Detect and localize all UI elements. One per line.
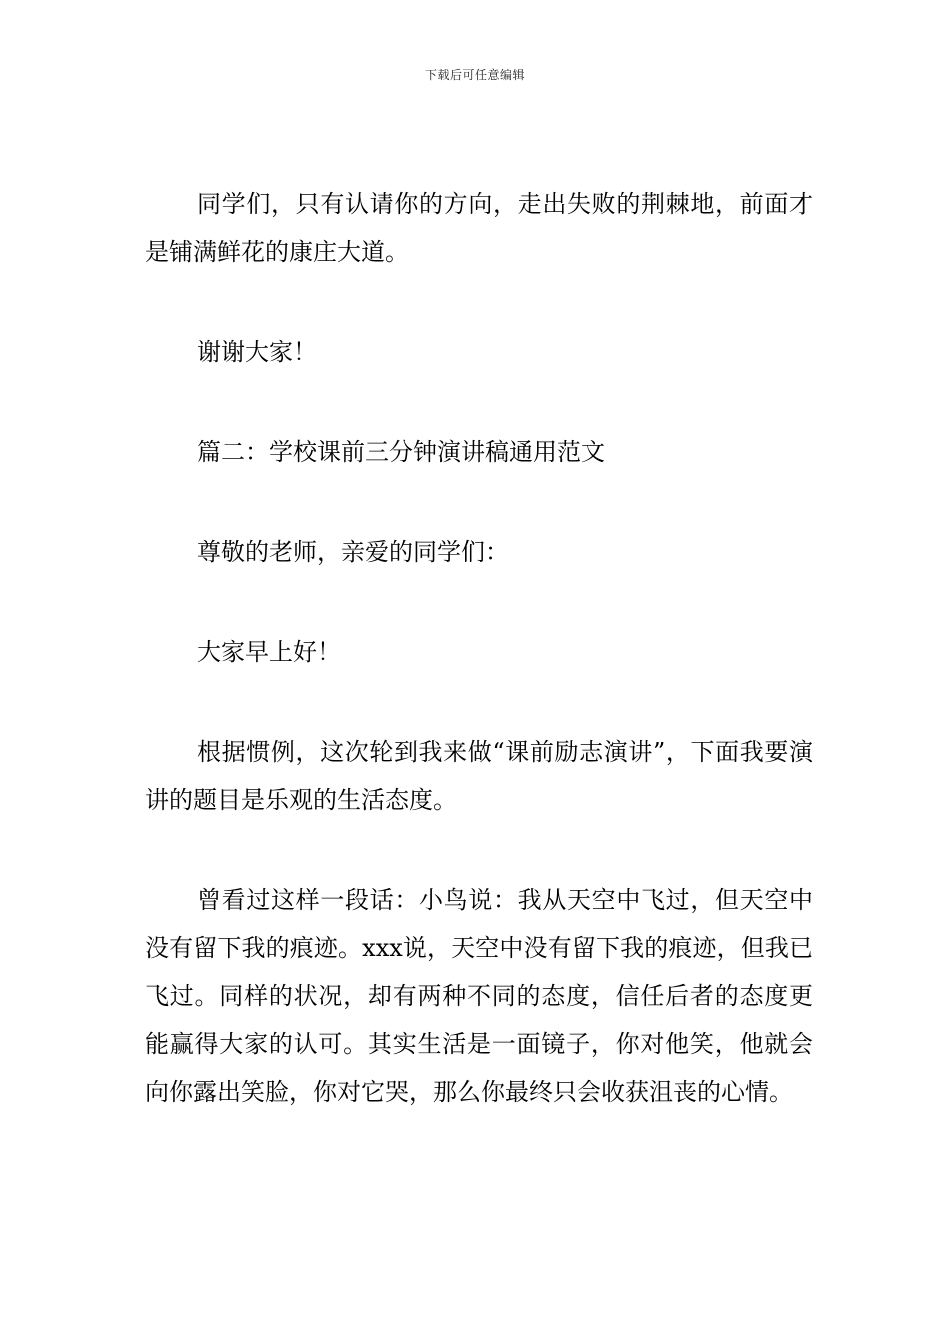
paragraph-greeting: 大家早上好！ — [197, 638, 341, 666]
section-heading: 篇二：学校课前三分钟演讲稿通用范文 — [197, 438, 605, 466]
paragraph-salutation: 尊敬的老师，亲爱的同学们： — [197, 538, 509, 566]
page-header: 下载后可任意编辑 — [424, 68, 525, 82]
paragraph-closing-thought: 同学们，只有认请你的方向，走出失败的荆棘地，前面才是铺满鲜花的康庄大道。 — [145, 190, 813, 266]
document-body — [145, 180, 813, 1116]
paragraph-topic: 根据惯例，这次轮到我来做“课前励志演讲”，下面我要演讲的题目是乐观的生活态度。 — [145, 738, 813, 814]
paragraph-story: 曾看过这样一段话：小鸟说：我从天空中飞过，但天空中没有留下我的痕迹。xxx说，天空中没有留下我的痕迹，但我已飞过。同样的状况，却有两种不同的态度，信任后者的态度更能赢得大家的认可。其实生活是一面镜子，你对他笑，他就会向你露出笑脸，你对它哭，那么你最终只会收获沮丧的心情。 — [145, 886, 813, 1106]
paragraph-thanks: 谢谢大家！ — [197, 338, 317, 366]
